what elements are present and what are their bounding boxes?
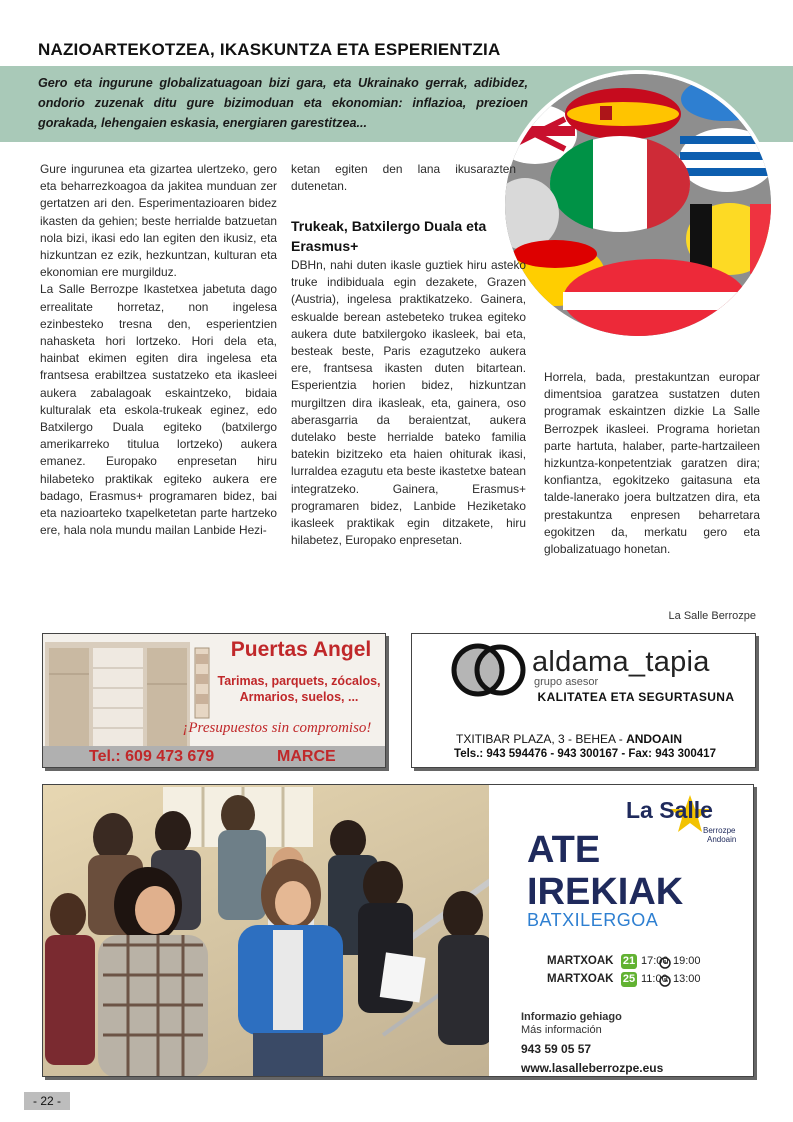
aldama-logo-icon [450,640,530,700]
puertas-contact: MARCE [277,748,336,765]
date-1-end: 19:00 [673,955,701,967]
aldama-address-street: TXITIBAR PLAZA, 3 - BEHEA - [456,732,623,746]
lasalle-brand [626,797,713,824]
lasalle-brand-text: La Salle [626,797,713,823]
spain-flag-ball [565,88,681,140]
puertas-name: Puertas Angel [230,638,372,661]
aldama-sub: grupo asesor [534,676,599,688]
aldama-address [456,732,746,746]
date-1-label: MARTXOAK [547,955,614,967]
lasalle-info-2: Más información [521,1024,602,1036]
open-days-headline-2: IREKIAK [527,871,684,913]
aldama-brand: aldama_tapia [532,646,710,678]
date-row-2 [547,973,613,985]
aldama-address-town: ANDOAIN [626,732,683,746]
puertas-slogan: ¡Presupuestos sin compromiso! [182,720,372,736]
ad-aldama-tapia[interactable] [411,633,756,768]
date-row-1 [547,955,613,967]
date-2-day: 25 [622,973,636,985]
lasalle-web-link[interactable]: www.lasalleberrozpe.eus [521,1061,664,1075]
puertas-services: Tarimas, parquets, zócalos, [217,674,381,688]
article-column-2-body: DBHn, nahi duten ikasle guztiek hiru asteko truke indibiduala egin dezakete, Grazen (Austria), ingelesa praktikatzeko. Gainera, eskualde berean astebeteko trukea egiteko aukera dute batxilergoko ikasleek, bai eta, besteak beste, Paris ezagutzeko aukera ere, frantsesa ikasten duten bitartean. Esperientzia horien bidez, hizkuntzan murgiltzen dira ikasleak, eta, gainera, oso aberasgarria da beraientzat, aukera dutelako beste herrialde bateko familia batekin bizitzeko eta haien ohiturak ikasi, lurraldea ezagutu eta beste ikastetxe batean integratzeko. Gainera, Erasmus+ programaren bidez, Lanbide Heziketako ikasleek praktikak egin ditzakete, hiru hilabetez, Europako enpresetan. [291,258,526,548]
article-column-1 [40,161,277,539]
open-days-headline-1: ATE [527,829,601,871]
open-days-subtitle: BATXILERGOA [527,910,659,930]
date-2-label: MARTXOAK [547,973,614,985]
article-lead: Gero eta ingurune globalizatuagoan bizi gara, eta Ukrainako gerrak, adibidez, ondorio zuzenak ditu gure bizimoduan eta ekonomian: inflazioa, prezioen gorakada, lehengaien eskasia, energiaren garestitzea... [38,76,528,130]
austria-flag-ball [563,259,747,336]
flag-balls-illustration [505,74,771,336]
date-1-start: 17:00 [641,955,669,967]
article-title: NAZIOARTEKOTZEA, IKASKUNTZA ETA ESPERIENTZIA [38,40,501,59]
ad-puertas-angel[interactable] [42,633,386,768]
lasalle-sub1: Berrozpe [703,826,736,835]
puertas-phone: Tel.: 609 473 679 [89,748,215,765]
lasalle-info-1: Informazio gehiago [521,1011,622,1023]
puertas-services-2: Armarios, suelos, ... [239,690,359,704]
italy-flag-ball [550,136,690,232]
page-number: - 22 - [24,1092,70,1110]
col1-paragraph-2: La Salle Berrozpe Ikastetxea jabetuta dago errealitate horretaz, non ingelesa ezinbesteko tresna den, esperientzien nahasketa hori lortzeko. Hori dela eta, hainbat ekimen egiten dira ingelesa eta frantsesa erabiltzea sustatzeko eta ikasleei aukera zabalagoak eskaintzeko, bidaia kulturalak eta eskola-trukeak eginez, edo Batxilergo Duala egiteko (batxilergo amerikarreko titulua lortzeko) aukera emanez. Europako enpresetan hiru hilabeteko praktikak egiteko aukera ere badago, Erasmus+ programaren bidez, bai eta nazioarteko txapelketetan parte hartzeko ere, hala nola mundu mailan Lanbide Hezi- [40,282,277,538]
article-column-2-top: ketan egiten den lana ikusarazten dutenetan. [291,162,516,194]
article-signature: La Salle Berrozpe [668,610,756,622]
lasalle-phone: 943 59 05 57 [521,1042,592,1056]
date-1-day: 21 [622,955,636,967]
ad-lasalle-open-days[interactable] [42,784,754,1077]
date-2-end: 13:00 [673,973,701,985]
lasalle-sub2: Andoain [707,835,737,844]
article-subheading: Trukeak, Batxilergo Duala eta Erasmus+ [291,218,487,254]
aldama-phones: Tels.: 943 594476 - 943 300167 - Fax: 943 300417 [454,748,716,760]
aldama-tagline: KALITATEA ETA SEGURTASUNA [537,690,735,704]
article-column-3: Horrela, bada, prestakuntzan europar dimentsioa garatzea sustatzen duten programak eskaintzen dizkie La Salle Berrozpek ikasleei. Programa horietan parte hartuta, halaber, parte-hartzaileen hizkuntza-konpetentziak garatzen dira; konfiantza, egokitzeko gaitasuna eta talde-lanerako joera bultzatzen dira, eta prestakuntza enpresen beharretara egokitzen da, merkatu gero eta globalizatuago honetan. [544,370,760,557]
date-2-start: 11:00 [641,973,668,985]
col1-paragraph-1: Gure ingurunea eta gizartea ulertzeko, gero eta beharrezkoagoa da jakitea munduan zer gertatzen ari den. Esperimentazioaren bidez ikasten da gehien; beste herrialde batzuetan nola bizi, ikasi edo lan egiten den ikusiz, eta hizkuntzan ez ezik, hezkuntzan, kulturan eta ekonomian ere murgilduz. [40,162,277,280]
flags-photo [505,74,771,336]
